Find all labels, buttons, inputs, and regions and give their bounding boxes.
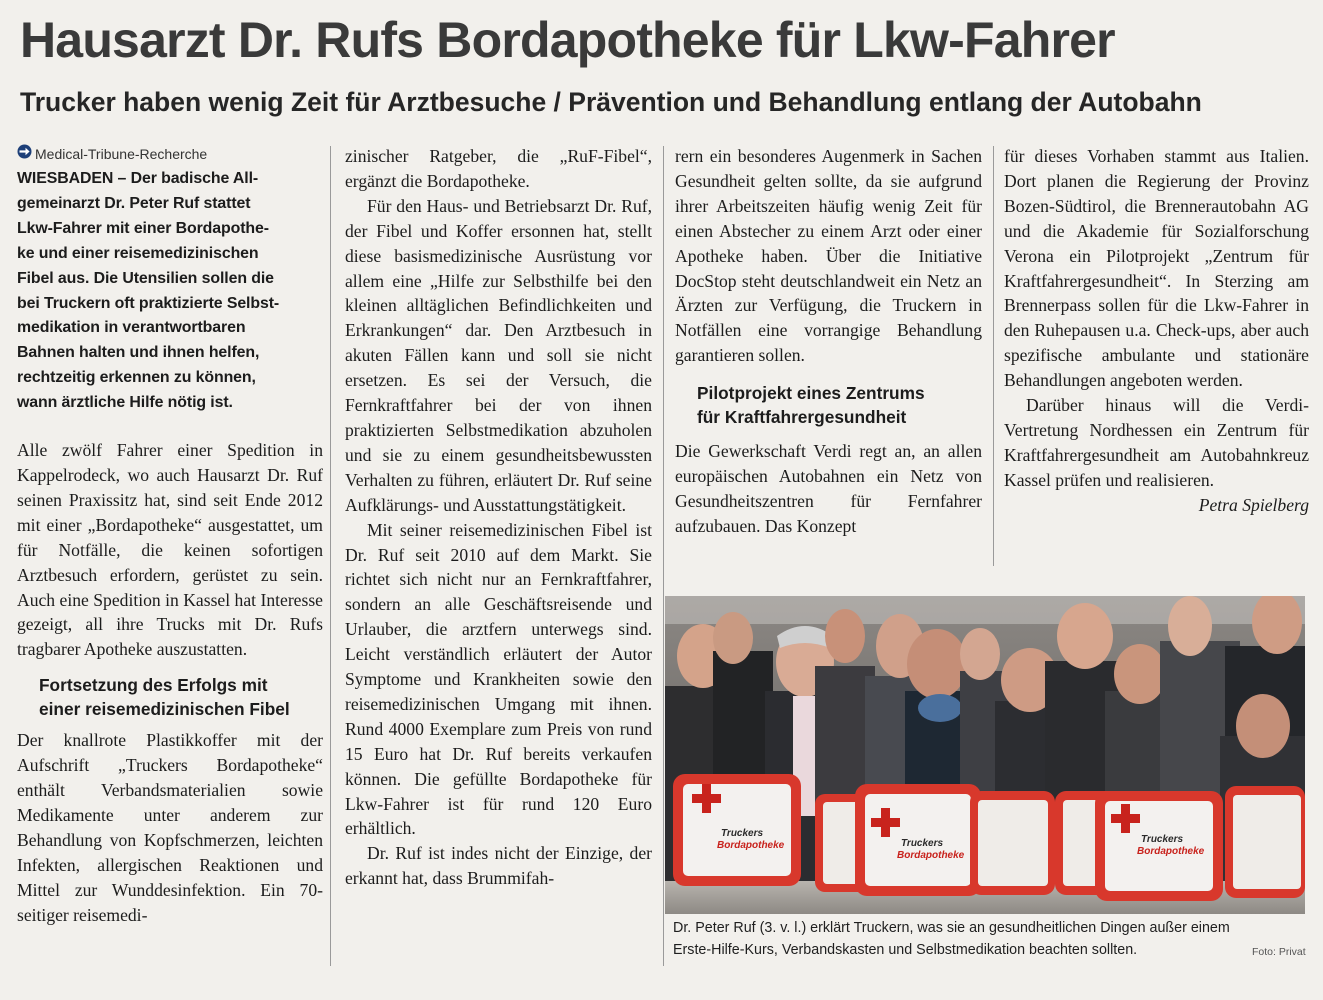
first-aid-cases — [673, 774, 1305, 901]
lead-line: gemeinarzt Dr. Peter Ruf stattet — [17, 194, 251, 212]
case-label: Truckers — [1141, 834, 1184, 845]
subheading-line: Pilotprojekt eines Zentrums — [697, 383, 925, 404]
body-paragraph: Für den Haus- und Betriebsarzt Dr. Ruf, der Fibel und Koffer ersonnen hat, stellt diese basismedizinische Ausrüstung vor allem eine „Hilfe zur Selbsthilfe bei den kleinen alltäglichen Befindlichkeiten und Erkrankungen“ dar. Den Arztbesuch in akuten Fällen kann und soll sie nicht ersetzen. Es sei der Versuch, die Fernkraftfahrer bei der von ihnen praktizierten Selbstmedikation abzuholen und sie zu einem gesundheitsbewussten Verhalten zu führen, erläutert Dr. Ruf seine Aufklärungs- und Ausstattungstätigkeit. — [345, 195, 652, 515]
body-paragraph: Alle zwölf Fahrer einer Spedition in Kappelrodeck, wo auch Hausarzt Dr. Ruf seinen Praxissitz hat, sind seit Ende 2012 mit einer „Bordapotheke“ ausgestattet, um für Notfälle, die keinen sofortigen Arztbesuch erfordern, gerüstet zu sein. Auch eine Spedition in Kassel hat Interesse gezeigt, all ihre Trucks mit Dr. Rufs tragbarer Apotheke auszustatten. — [17, 440, 323, 660]
column-3 — [675, 144, 982, 539]
case-label: Bordapotheke — [1137, 846, 1205, 857]
case-label: Truckers — [901, 838, 944, 849]
lead-line: WIESBADEN – Der badische All- — [17, 170, 259, 187]
case-label: Bordapotheke — [717, 840, 785, 851]
column-rule-3 — [993, 146, 994, 566]
body-paragraph — [1004, 393, 1309, 515]
body-paragraph: Der knallrote Plastikkoffer mit der Aufschrift „Truckers Bordapotheke“ enthält Verbandsmaterialien sowie Medikamente unter anderem zur Behandlung von Kopfschmerzen, leichten Infekten, allergischen Reaktionen und Mittel zur Wunddesinfektion. Ein 70-seitiger reisemedi- — [17, 730, 323, 925]
body-paragraph: Dr. Ruf ist indes nicht der Einzige, der erkannt hat, dass Brummifah- — [345, 843, 652, 889]
body-paragraph: für dieses Vorhaben stammt aus Italien. Dort planen die Regierung der Provinz Bozen-Südtirol, die Brennerautobahn AG und die Akademie für Sozialforschung Verona ein Pilotprojekt „Zentrum für Kraftfahrergesundheit“. In Sterzing am Brennerpass sollen für die Lkw-Fahrer in den Ruhepausen u.a. Check-ups, aber auch spezifische ambulante und stationäre Behandlungen angeboten werden. — [1004, 146, 1309, 391]
photo-caption — [673, 917, 1313, 961]
lead-line: Bahnen halten und ihnen helfen, — [17, 344, 260, 362]
case-label: Bordapotheke — [897, 850, 965, 861]
source-label: Medical-Tribune-Recherche — [35, 146, 208, 162]
photo-credit: Foto: Privat — [1252, 946, 1306, 958]
author-byline: Petra Spielberg — [1198, 494, 1309, 515]
subheading-line: für Kraftfahrergesundheit — [697, 407, 907, 428]
subheading-line: Fortsetzung des Erfolgs mit — [39, 675, 268, 696]
column-1 — [17, 144, 323, 927]
body-paragraph: rern ein besonderes Augenmerk in Sachen Gesundheit gelten sollte, da sie aufgrund ihrer Arbeitszeiten häufig wenig Zeit für einen Abstecher zu einem Arzt oder einer Apotheke haben. Über die Initiative DocStop steht deutschlandweit ein Netz an Ärzten zur Verfügung, die Truckern in Notfällen eine vorrangige Behandlung garantieren sollen. — [675, 146, 982, 366]
column-rule-2 — [663, 146, 664, 966]
column-2 — [345, 144, 652, 891]
column-4 — [1004, 144, 1309, 518]
lead-line: bei Truckern oft praktizierte Selbst- — [17, 294, 280, 312]
lead-line: Lkw-Fahrer mit einer Bordapothe- — [17, 219, 269, 237]
headline: Hausarzt Dr. Rufs Bordapotheke für Lkw-Fahrer — [20, 12, 1115, 68]
source-line — [17, 144, 323, 164]
group-photo — [665, 596, 1305, 914]
caption-line: Dr. Peter Ruf (3. v. l.) erklärt Truckern, was sie an gesundheitlichen Dingen außer einem — [673, 920, 1230, 936]
arrow-circle-icon — [17, 144, 32, 164]
lead-line: medikation in verantwortbaren — [17, 319, 246, 337]
subheading-2 — [697, 381, 982, 429]
lead-line: rechtzeitig erkennen zu können, — [17, 369, 256, 387]
subheading-line: einer reisemedizinischen Fibel — [39, 699, 290, 720]
body-paragraph: Die Gewerkschaft Verdi regt an, an allen europäischen Autobahnen ein Netz von Gesundheitszentren für Fernfahrer aufzubauen. Das Konzept — [675, 441, 982, 536]
case-label: Truckers — [721, 828, 764, 839]
subheading-1 — [39, 673, 323, 721]
lead-line: ke und einer reisemedizinischen — [17, 244, 259, 262]
body-paragraph: Mit seiner reisemedizinischen Fibel ist Dr. Ruf seit 2010 auf dem Markt. Sie richtet sich nicht nur an Fernkraftfahrer, sondern an alle Geschäftsreisende und Urlauber, die arztfern unterwegs sind. Leicht verständlich erläutert der Autor Symptome und Krankheiten sowie den reisemedizinischen Umgang mit ihnen. Rund 4000 Exemplare zum Preis von rund 15 Euro hat Dr. Ruf bereits verkaufen können. Die gefüllte Bordapotheke für Lkw-Fahrer ist für rund 120 Euro erhältlich. — [345, 519, 652, 839]
body-text: Darüber hinaus will die Verdi-Vertretung Nordhessen ein Zentrum für Kraftfahrergesundheit am Autobahnkreuz Kassel prüfen und realisieren. — [1004, 395, 1309, 490]
lead-line: wann ärztliche Hilfe nötig ist. — [17, 394, 233, 412]
lead-line: Fibel aus. Die Utensilien sollen die — [17, 269, 274, 287]
column-rule-1 — [330, 146, 331, 966]
lead-paragraph — [17, 167, 323, 416]
photo-illustration — [665, 596, 1305, 914]
caption-line: Erste-Hilfe-Kurs, Verbandskasten und Selbstmedikation beachten sollten. — [673, 942, 1138, 958]
body-paragraph: zinischer Ratgeber, die „RuF-Fibel“, ergänzt die Bordapotheke. — [345, 146, 652, 191]
subheadline: Trucker haben wenig Zeit für Arztbesuche / Prävention und Behandlung entlang der Autobahn — [20, 87, 1202, 117]
